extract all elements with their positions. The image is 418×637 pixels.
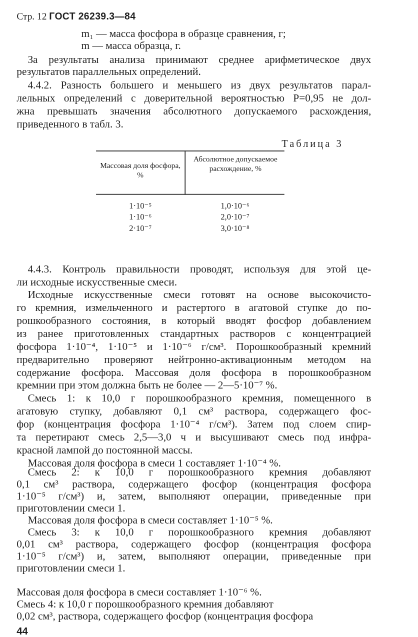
text-line: результатов параллельных определений.: [16, 65, 201, 78]
text-line: Массовая доля фосфора в смеси составляет 1·10⁻⁶ %.: [16, 586, 262, 599]
text-line: Смесь 2: к 10,0 г порошкообразного кремния добавляют: [27, 466, 372, 479]
table-cell-mass-fraction: 1·10⁻⁶: [129, 212, 152, 222]
text-line: Смесь 1: к 10,0 г порошкообразного кремния, помещенного в: [27, 392, 372, 405]
header-gost-code: ГОСТ 26239.3—84: [49, 11, 136, 23]
text-line: 4.4.3. Контроль правильности проводят, используя для этой це-: [27, 263, 372, 276]
text-line: За результаты анализа принимают среднее арифметическое двух: [27, 53, 372, 66]
table-cell-mass-fraction: 1·10⁻⁵: [129, 201, 152, 211]
text-line: 0,1 см³ раствора, содержащего фосфор (концентрация фосфора: [16, 478, 372, 491]
text-line: приготовлении смеси 1.: [16, 562, 126, 575]
page-header: [17, 11, 136, 22]
text-line: 1·10⁻⁵ г/см³) и, затем, выполняют операции, приведенные при: [16, 550, 372, 563]
table-caption: Таблица 3: [281, 138, 344, 150]
text-line: m₁ — масса фосфора в образце сравнения, г;: [81, 27, 286, 40]
text-line: Массовая доля фосфора в смеси 1 составляет 1·10⁻⁴ %.: [27, 457, 281, 470]
text-line: кремнии при этом должна быть не более — 2—5·10⁻⁷ %.: [16, 379, 278, 392]
text-line: фор (концентрация фосфора 1·10⁻⁴ г/см³). Затем под слоем спир-: [16, 418, 372, 431]
text-line: агатовую ступку, добавляют 0,1 см³ раствора, содержащего фос-: [16, 405, 372, 418]
text-line: Массовая доля фосфора в смеси составляет 1·10⁻⁵ %.: [27, 514, 273, 527]
text-line: го кремния, измельченного и растертого в агатовой ступке до по-: [16, 301, 372, 314]
text-line: рошкообразного состояния, в который вводят фосфор добавлением: [16, 314, 372, 327]
text-line: лельных определений с доверительной вероятностью P=0,95 не дол-: [16, 92, 372, 105]
text-line: ли исходные искусственные смеси.: [16, 276, 178, 289]
text-line: Смесь 3: к 10,0 г порошкообразного кремния добавляют: [27, 526, 372, 539]
text-line: 4.4.2. Разность большего и меньшего из двух результатов парал-: [27, 79, 372, 92]
text-line: из ранее приготовленных стандартных растворов с концентрацией: [16, 327, 372, 340]
text-line: приведенного в табл. 3.: [16, 118, 124, 131]
text-line: 0,02 см³, раствора, содержащего фосфор (концентрация фосфора: [16, 610, 314, 623]
text-line: 1·10⁻⁵ г/см³) и, затем, выполняют операции, приведенные при: [16, 490, 372, 503]
table-header-tolerance: Абсолютное допускаемое расхождение, %: [193, 155, 278, 173]
text-line: жна превышать значения абсолютного допускаемого расхождения,: [16, 105, 372, 118]
header-page-label: Стр. 12: [16, 12, 47, 23]
text-line: Смесь 4: к 10,0 г порошкообразного кремния добавляют: [16, 598, 274, 611]
table-cell-mass-fraction: 2·10⁻⁷: [129, 223, 152, 233]
table-cell-tolerance: 1,0·10⁻⁶: [220, 201, 250, 211]
text-line: фосфора 1·10⁻⁴, 1·10⁻⁵ и 1·10⁻⁶ г/см³. Порошкообразный кремний: [16, 340, 372, 353]
text-line: красной лампой до постоянной массы.: [16, 444, 193, 457]
table-cell-tolerance: 2,0·10⁻⁷: [220, 212, 250, 222]
table-cell-tolerance: 3,0·10⁻⁸: [220, 223, 250, 233]
table-header-mass-fraction: Массовая доля фосфора, %: [100, 161, 181, 179]
tolerance-table: [96, 150, 284, 253]
page-number: 44: [16, 626, 28, 637]
text-line: та перетирают смесь 2,5—3,0 ч и высушивают смесь под инфра-: [16, 431, 372, 444]
text-line: приготовлении смеси 1.: [16, 502, 126, 515]
text-line: содержание фосфора. Массовая доля фосфора в порошкообразном: [16, 366, 372, 379]
text-line: предварительно проверяют нейтронно-активационным методом на: [16, 353, 372, 366]
text-line: m — масса образца, г.: [81, 39, 181, 52]
text-line: 0,01 см³ раствора, содержащего фосфор (концентрация фосфора: [16, 538, 372, 551]
text-line: Исходные искусственные смеси готовят на основе высокочисто-: [27, 288, 372, 301]
